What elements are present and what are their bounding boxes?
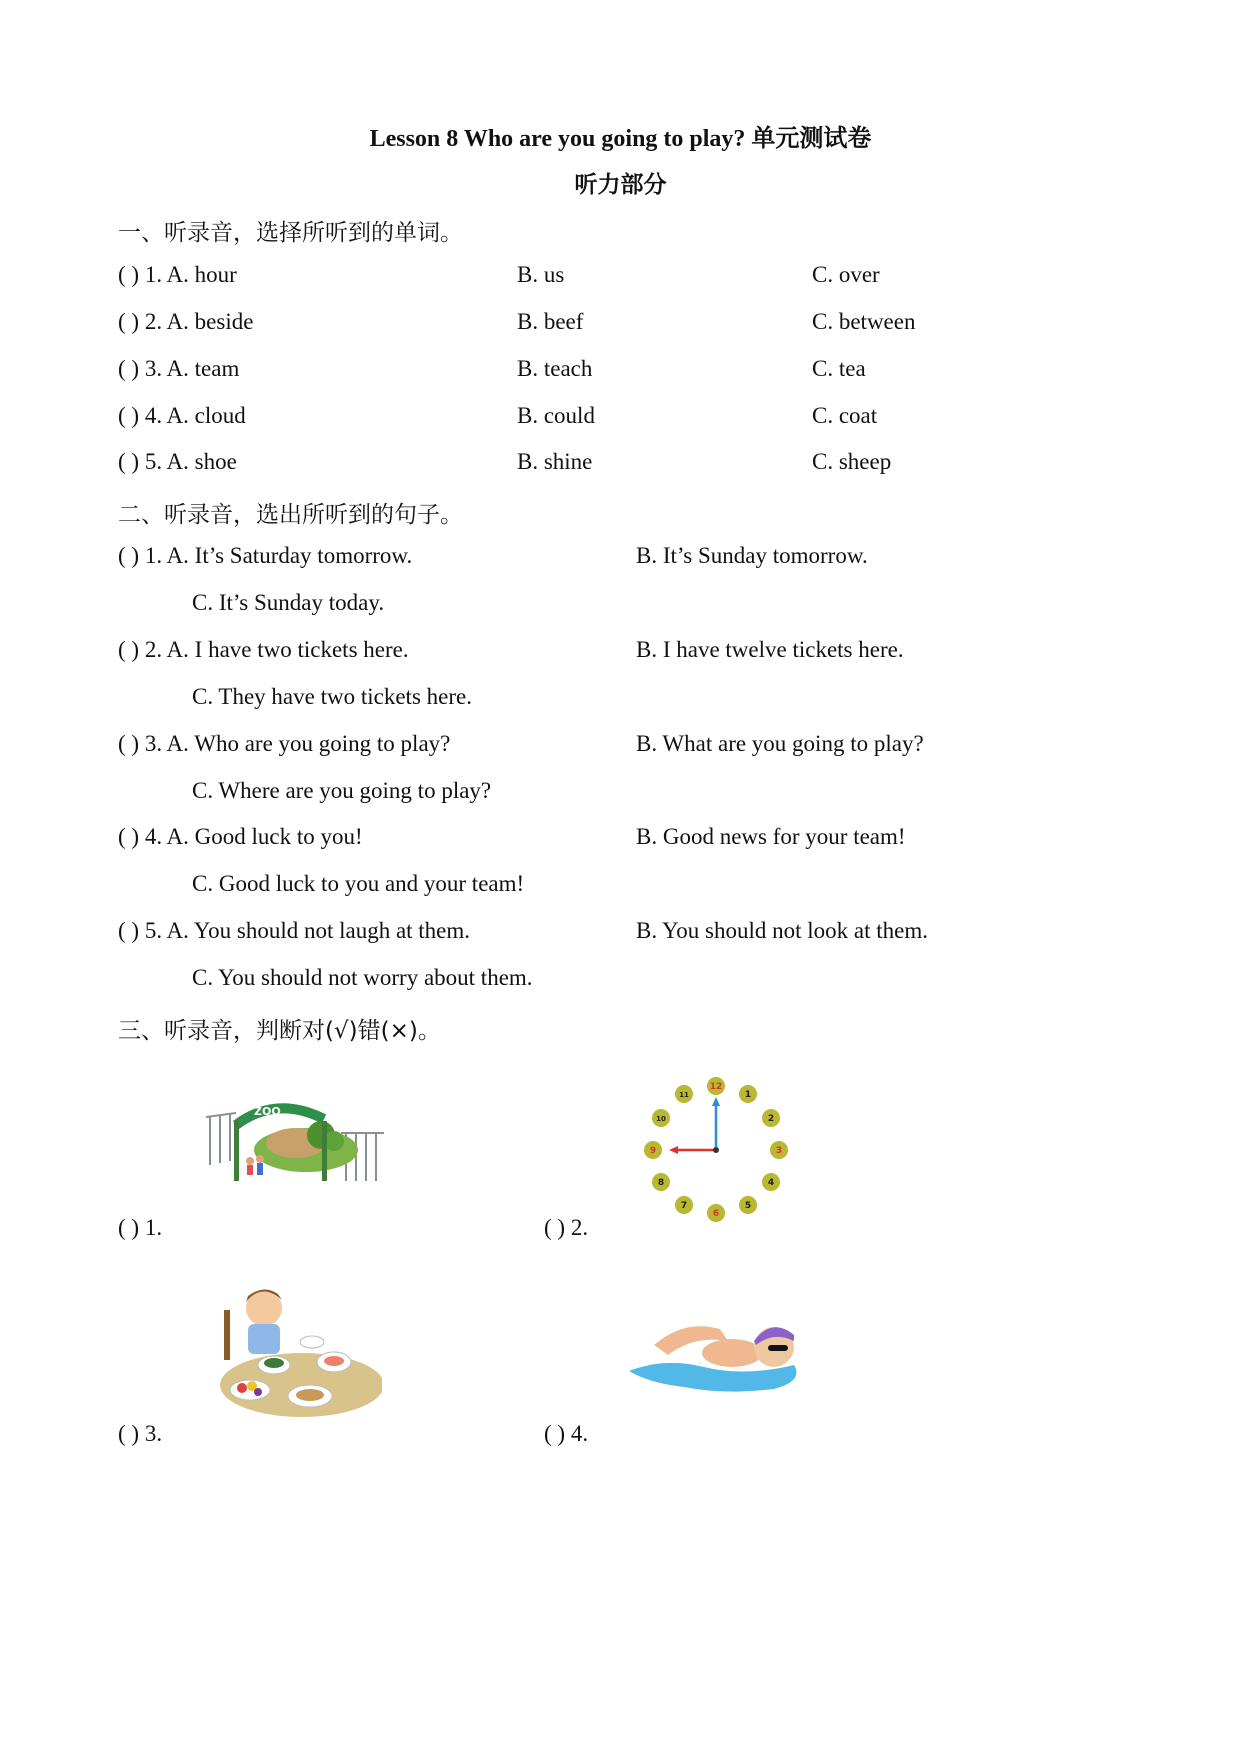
option-c: C. over — [812, 262, 880, 287]
question-stem: ( ) 2. A. beside — [118, 309, 254, 334]
sentence-option-b: B. What are you going to play? — [636, 731, 924, 756]
section2-heading: 二、听录音，选出所听到的句子。 — [118, 502, 463, 528]
option-b: B. shine — [517, 449, 593, 474]
sentence-option-b: B. I have twelve tickets here. — [636, 637, 904, 662]
picture-item-label: ( ) 2. — [544, 1215, 589, 1240]
section3-heading: 三、听录音，判断对(√)错(×)。 — [118, 1018, 441, 1044]
clock-number: 7 — [680, 1201, 688, 1211]
clock-number: 3 — [775, 1146, 783, 1156]
sentence-option-a: ( ) 1. A. It’s Saturday tomorrow. — [118, 543, 413, 568]
option-b: B. teach — [517, 356, 593, 381]
sentence-option-c: C. You should not worry about them. — [192, 965, 533, 990]
option-c: C. sheep — [812, 449, 892, 474]
option-b: B. beef — [517, 309, 584, 334]
clock-number: 1 — [744, 1090, 752, 1100]
clock-number: 10 — [656, 1115, 666, 1123]
option-b: B. us — [517, 262, 565, 287]
question-stem: ( ) 3. A. team — [118, 356, 240, 381]
zoo-sign-text: ZOO — [254, 1105, 281, 1118]
clock-number: 2 — [767, 1114, 775, 1124]
clock-number: 8 — [657, 1178, 665, 1188]
picture-item-label: ( ) 4. — [544, 1421, 589, 1446]
zoo-icon — [206, 1095, 386, 1190]
sentence-option-c: C. Where are you going to play? — [192, 778, 492, 803]
clock-number: 12 — [709, 1082, 723, 1092]
clock-icon — [641, 1075, 791, 1225]
option-c: C. between — [812, 309, 916, 334]
sentence-option-c: C. They have two tickets here. — [192, 684, 472, 709]
picture-item-label: ( ) 1. — [118, 1215, 163, 1240]
sentence-option-b: B. It’s Sunday tomorrow. — [636, 543, 868, 568]
sentence-option-b: B. You should not look at them. — [636, 918, 929, 943]
picture-item-label: ( ) 3. — [118, 1421, 163, 1446]
page-title: Lesson 8 Who are you going to play? 单元测试卷 — [369, 126, 872, 152]
swimmer-icon — [624, 1305, 819, 1397]
sentence-option-c: C. Good luck to you and your team! — [192, 871, 525, 896]
option-b: B. could — [517, 403, 595, 428]
option-c: C. coat — [812, 403, 878, 428]
sentence-option-a: ( ) 5. A. You should not laugh at them. — [118, 918, 471, 943]
clock-number: 6 — [712, 1209, 720, 1219]
clock-number: 5 — [744, 1201, 752, 1211]
sentence-option-a: ( ) 4. A. Good luck to you! — [118, 824, 363, 849]
section1-heading: 一、听录音，选择所听到的单词。 — [118, 220, 463, 246]
page-subtitle: 听力部分 — [574, 172, 667, 198]
sentence-option-a: ( ) 2. A. I have two tickets here. — [118, 637, 409, 662]
option-c: C. tea — [812, 356, 866, 381]
sentence-option-c: C. It’s Sunday today. — [192, 590, 385, 615]
sentence-option-a: ( ) 3. A. Who are you going to play? — [118, 731, 451, 756]
question-stem: ( ) 4. A. cloud — [118, 403, 246, 428]
eating-boy-icon — [212, 1280, 382, 1420]
question-stem: ( ) 1. A. hour — [118, 262, 237, 287]
question-stem: ( ) 5. A. shoe — [118, 449, 237, 474]
clock-number: 9 — [649, 1146, 657, 1156]
sentence-option-b: B. Good news for your team! — [636, 824, 906, 849]
clock-number: 4 — [767, 1178, 775, 1188]
clock-number: 11 — [679, 1091, 689, 1099]
